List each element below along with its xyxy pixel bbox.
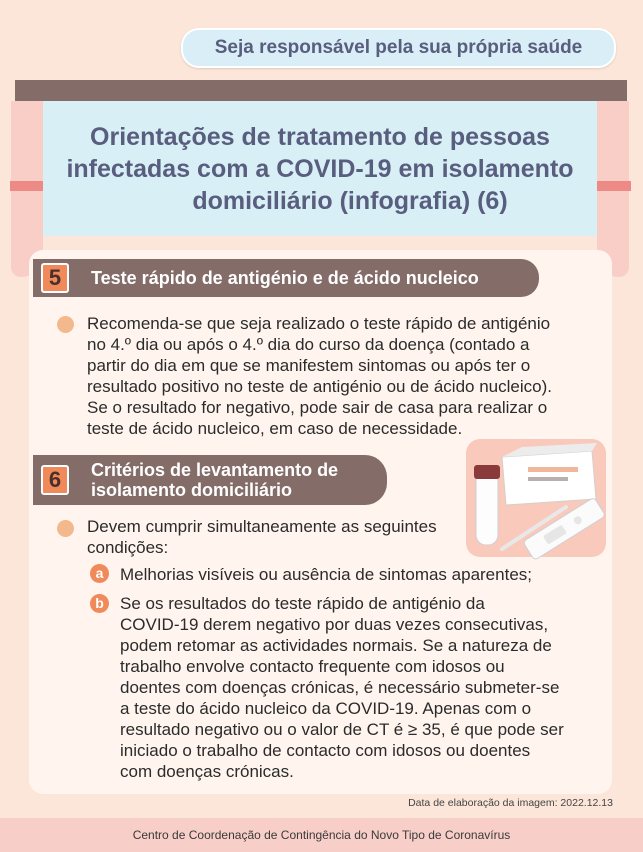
sample-tube-icon xyxy=(476,471,498,545)
text-line: resultado positivo no teste de antigénio ou de ácido nucleico). xyxy=(87,377,552,396)
section-6-number: 6 xyxy=(41,465,69,495)
curtain-tie-right xyxy=(597,181,631,191)
text-line: iniciado o trabalho de contacto com idosos ou doentes xyxy=(120,741,531,760)
text-line: condições: xyxy=(87,538,169,557)
title-line-3: domiciliário (infografia) (6) xyxy=(192,187,508,215)
section-5-heading xyxy=(33,259,539,297)
text-line: podem retomar as actividades normais. Se a natureza de xyxy=(120,636,552,655)
bullet-dot xyxy=(57,316,74,333)
section-6-title-line-1: Critérios de levantamento de xyxy=(91,460,339,480)
creation-date: Data de elaboração da imagem: 2022.12.13 xyxy=(408,797,613,809)
tube-cap-icon xyxy=(474,465,500,479)
section-6-heading xyxy=(33,455,387,505)
footer-credit: Centro de Coordenação de Contingência do Novo Tipo de Coronavírus xyxy=(0,818,643,852)
text-line: Devem cumprir simultaneamente as seguintes xyxy=(87,517,437,536)
box-stripe-icon xyxy=(528,477,568,481)
text-line: partir do dia em que se manifestem sintomas ou após ter o xyxy=(87,356,531,375)
section-6-title-line-2: isolamento domiciliário xyxy=(91,480,293,500)
section-5-paragraph xyxy=(87,313,597,439)
curtain-rod xyxy=(15,80,627,101)
title-box xyxy=(43,101,597,236)
item-a-text: Melhorias visíveis ou ausência de sintomas aparentes; xyxy=(120,565,532,584)
text-line: trabalho envolve contacto frequente com idosos ou xyxy=(120,657,505,676)
text-line: a teste do ácido nucleico da COVID-19. Apenas com o xyxy=(120,699,532,718)
text-line: teste de ácido nucleico, em caso de necessidade. xyxy=(87,419,463,438)
text-line: no 4.º dia ou após o 4.º dia do curso da doença (contado a xyxy=(87,335,530,354)
text-line: Recomenda-se que seja realizado o teste rápido de antigénio xyxy=(87,314,551,333)
slogan-banner: Seja responsável pela sua própria saúde xyxy=(181,28,616,68)
item-b-paragraph xyxy=(120,593,590,782)
box-stripe-icon xyxy=(528,467,578,472)
section-6-intro xyxy=(87,516,467,558)
text-line: doentes com doenças crónicas, é necessário submeter-se xyxy=(120,678,560,697)
curtain-tie-left xyxy=(10,181,44,191)
title-line-2: infectadas com a COVID-19 em isolamento xyxy=(66,155,574,183)
text-line: Se o resultado for negativo, pode sair de casa para realizar o xyxy=(87,398,548,417)
item-a-badge: a xyxy=(90,564,109,583)
text-line: Se os resultados do teste rápido de antigénio da xyxy=(120,594,485,613)
antigen-test-kit-illustration xyxy=(462,437,610,561)
section-5-title: Teste rápido de antigénio e de ácido nucleico xyxy=(91,268,479,288)
text-line: COVID-19 derem negativo por duas vezes consecutivas, xyxy=(120,615,549,634)
text-line: com doenças crónicas. xyxy=(120,762,294,781)
bullet-dot xyxy=(57,520,74,537)
title-line-1: Orientações de tratamento de pessoas xyxy=(90,123,550,151)
section-5-number: 5 xyxy=(41,263,69,293)
text-line: resultado negativo ou o valor de CT é ≥ 35, é que pode ser xyxy=(120,720,564,739)
section-6-title xyxy=(91,460,338,500)
item-b-badge: b xyxy=(90,594,109,613)
